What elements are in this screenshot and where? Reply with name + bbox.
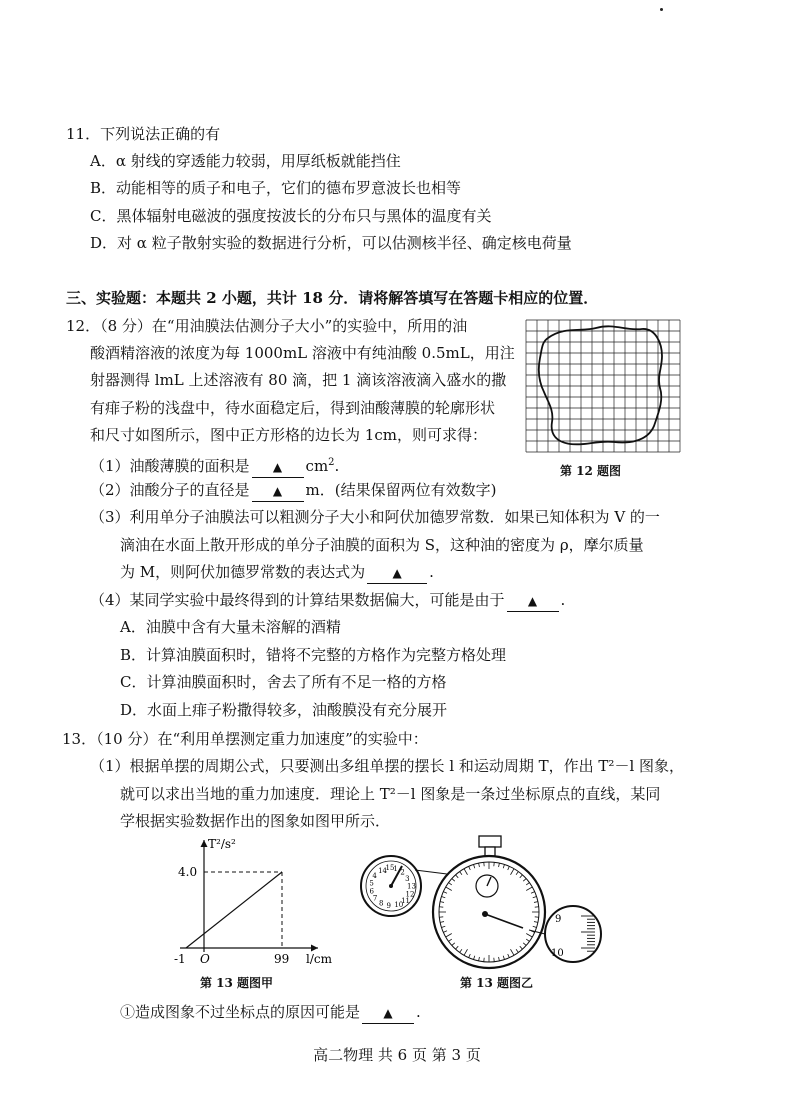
q11-option-d: D．对 α 粒子散射实验的数据进行分析，可以估测核半径、确定核电荷量	[90, 234, 572, 252]
q12-part-3-line-2: 滴油在水面上散开形成的单分子油膜的面积为 S，这种油的密度为 ρ，摩尔质量	[120, 536, 644, 554]
fig-13a-caption: 第 13 题图甲	[200, 976, 274, 990]
dial-number: 12	[405, 890, 415, 899]
q13-stem: 13．（10 分）在“利用单摆测定重力加速度”的实验中：	[62, 730, 428, 748]
q12-option-a: A．油膜中含有大量未溶解的酒精	[120, 618, 341, 636]
fig-13b-caption: 第 13 题图乙	[460, 976, 534, 990]
dial-number: 3	[405, 874, 410, 883]
dial-number: 11	[401, 896, 411, 905]
dial-number: 4	[372, 872, 377, 881]
q11-option-b: B．动能相等的质子和电子，它们的德布罗意波长也相等	[90, 179, 462, 197]
q12-line-5: 和尺寸如图所示，图中正方形格的边长为 1cm，则可求得：	[90, 426, 487, 444]
oil-film-outline	[539, 326, 662, 444]
q12-option-c: C．计算油膜面积时，舍去了所有不足一格的方格	[120, 673, 447, 691]
q11-stem: 11．下列说法正确的有	[66, 125, 221, 143]
answer-blank: ▲	[252, 480, 304, 502]
q12-line-1: 12．（8 分）在“用油膜法估测分子大小”的实验中，所用的油	[66, 317, 468, 335]
section-3-heading: 三、实验题：本题共 2 小题，共计 18 分．请将解答填写在答题卡相应的位置．	[66, 289, 599, 307]
dial-number: 14	[378, 866, 387, 875]
oil-film-grid-figure	[522, 318, 684, 458]
scale-number-9: 9	[555, 914, 562, 925]
scale-number-10: 10	[551, 948, 564, 959]
q12-option-b: B．计算油膜面积时，错将不完整的方格作为完整方格处理	[120, 646, 507, 664]
stopwatch-body	[433, 856, 545, 968]
q12-line-3: 射器测得 lmL 上述溶液有 80 滴，把 1 滴该溶液滴入盛水的撒	[90, 371, 507, 389]
fig-12-caption: 第 12 题图	[560, 464, 622, 478]
q12-part-3-line-1: （3）利用单分子油膜法可以粗测分子大小和阿伏加德罗常数．如果已知体积为 V 的一	[90, 508, 660, 526]
dial-number: 8	[378, 899, 384, 908]
q13-part-1-line-2: 就可以求出当地的重力加速度．理论上 T²－l 图象是一条过坐标原点的直线，某同	[120, 785, 661, 803]
q12-line-2: 酸酒精溶液的浓度为每 1000mL 溶液中有纯油酸 0.5mL，用注	[90, 344, 515, 362]
dial-number: 15	[385, 864, 395, 873]
q13-part-1-line-1: （1）根据单摆的周期公式，只要测出多组单摆的摆长 l 和运动周期 T，作出 T²－l 图象，	[90, 757, 685, 775]
q11-option-c: C．黑体辐射电磁波的强度按波长的分布只与黑体的温度有关	[90, 207, 492, 225]
q12-part-1-text: （1）油酸薄膜的面积是	[90, 457, 250, 475]
dial-number: 1	[393, 864, 398, 873]
dial-number: 13	[406, 882, 416, 891]
x-tick-label: 99	[274, 952, 290, 966]
stopwatch-crown	[479, 836, 501, 847]
dial-number: 7	[372, 894, 378, 903]
q12-option-d: D．水面上痱子粉撒得较多，油酸膜没有充分展开	[120, 701, 448, 719]
origin-label: O	[200, 952, 210, 966]
dial-number: 9	[386, 901, 391, 910]
y-tick-label: 4.0	[178, 865, 198, 879]
q12-line-4: 有痱子粉的浅盘中，待水面稳定后，得到油酸薄膜的轮廓形状	[90, 399, 496, 417]
scan-dot	[660, 8, 663, 11]
answer-blank: ▲	[507, 590, 559, 612]
q12-part-2: （2）油酸分子的直径是 ▲ m．(结果保留两位有效数字)	[90, 480, 496, 502]
dial-number: 5	[369, 879, 374, 888]
x-tick-label-neg: -1	[174, 952, 186, 966]
page-footer: 高二物理 共 6 页 第 3 页	[313, 1046, 481, 1064]
q12-part-3-line-3: 为 M，则阿伏加德罗常数的表达式为 ▲ .	[120, 562, 434, 584]
answer-blank: ▲	[362, 1002, 414, 1024]
stopwatch-figure	[355, 834, 605, 970]
q13-sub-1: ①造成图象不过坐标点的原因可能是 ▲ .	[120, 1002, 421, 1024]
q12-part-4: （4）某同学实验中最终得到的计算结果数据偏大，可能是由于 ▲ .	[90, 590, 565, 612]
answer-blank: ▲	[367, 562, 427, 584]
x-axis-label: l/cm	[306, 952, 332, 966]
dial-number: 10	[394, 900, 404, 909]
q12-part-1: （1）油酸薄膜的面积是 ▲ $cm^2$.	[90, 453, 339, 478]
data-line	[186, 872, 282, 948]
q11-option-a: A．α 射线的穿透能力较弱，用厚纸板就能挡住	[90, 152, 401, 170]
dial-number: 6	[369, 887, 374, 896]
q13-part-1-line-3: 学根据实验数据作出的图象如图甲所示．	[120, 812, 391, 830]
y-axis-label: T²/s²	[208, 837, 236, 851]
dial-number: 2	[400, 868, 405, 877]
t2-l-graph	[160, 832, 350, 970]
answer-blank: ▲	[252, 456, 304, 478]
